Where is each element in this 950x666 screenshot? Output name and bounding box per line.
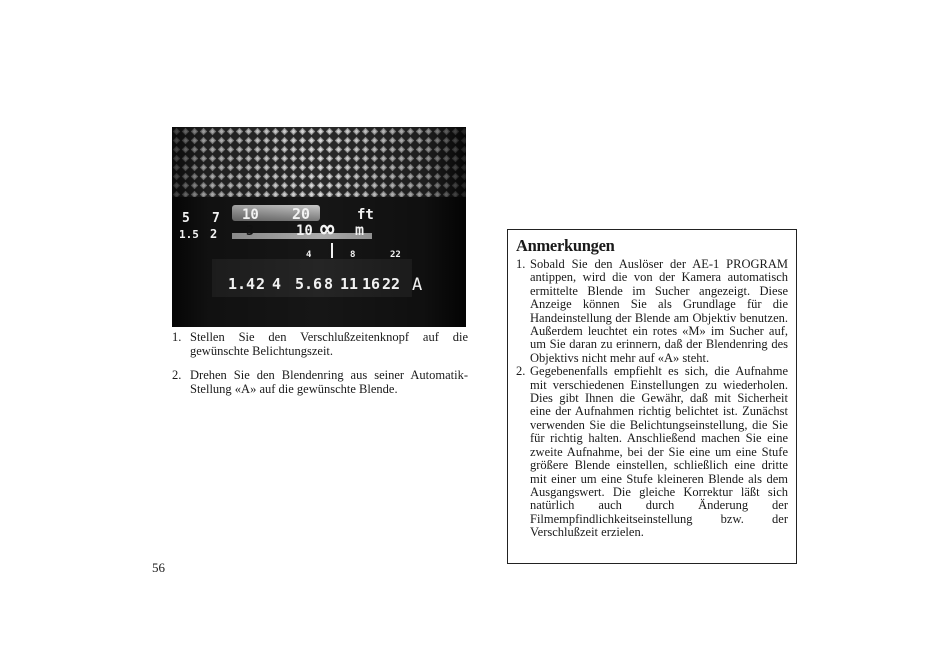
step-text: Drehen Sie den Blendenring aus seiner Automatik-Stellung «A» auf die gewünschte Blende. [190, 368, 468, 396]
step-number: 1. [172, 330, 182, 344]
scale-feet-5: 5 [182, 211, 190, 226]
scale-feet-7: 7 [212, 211, 220, 226]
note-text: Gegebenenfalls empfiehlt es sich, die Aufnahme mit verschiedenen Einstellungen zu wiederholen. Dies gibt Ihnen die Gewähr, daß mit Sicherheit eine der Aufnahmen richtig belichtet ist. Zunächst verwenden Sie die Belichtungseinstellung, die Sie für richtig halten. Anschließend machen Sie eine zweite Aufnahme, bei der Sie eine um eine Stufe größere Blende einstellen, schließlich eine dritte mit einer um eine Stufe kleineren Blende als dem Ausgangswert. Die gleiche Korrektur läßt sich natürlich auch durch Änderung der Filmempfindlichkeitseinstellung bzw. der Verschlußzeit erzielen. [530, 364, 788, 540]
note-2 [516, 365, 788, 539]
note-number: 2. [516, 364, 526, 379]
scale-feet-unit: ft [357, 207, 374, 223]
aperture-2: 2 [256, 275, 266, 293]
aperture-4: 4 [272, 275, 282, 293]
scale-m-unit: m [355, 221, 365, 239]
scale-m-2: 2 [210, 227, 218, 241]
step-1 [172, 330, 468, 358]
step-number: 2. [172, 368, 182, 382]
notes-title: Anmerkungen [516, 236, 615, 255]
note-1 [516, 258, 788, 365]
note-text: Sobald Sie den Auslöser der AE-1 PROGRAM antippen, wird die von der Kamera automatisch ermittelte Blende im Sucher angezeigt. Diese Anzeige können Sie als Grundlage für die Handeinstellung der Blende am Objektiv benutzen. Außerdem leuchtet ein rotes «M» im Sucher auf, um Sie daran zu erinnern, daß der Blendenring des Objektivs nicht mehr auf «A» steht. [530, 257, 788, 365]
scale-m-10: 10 [296, 223, 313, 239]
aperture-1.4: 1.4 [228, 275, 256, 293]
aperture-5.6: 5.6 [295, 275, 323, 293]
aperture-8: 8 [324, 275, 334, 293]
aperture-11: 11 [340, 275, 359, 293]
dof-mark-4: 4 [306, 250, 312, 260]
notes-box [507, 229, 797, 564]
aperture-16: 16 [362, 275, 381, 293]
dof-mark-8: 8 [350, 250, 356, 260]
infinity-mark: ∞ [320, 215, 335, 243]
page-number: 56 [152, 560, 165, 575]
aperture-22: 22 [382, 275, 401, 293]
dof-mark-22: 22 [390, 250, 401, 260]
lens-photo [172, 127, 466, 327]
scale-feet-20: 20 [292, 205, 311, 223]
scale-m-3: 3 [246, 224, 254, 239]
instruction-steps [172, 330, 468, 406]
step-text: Stellen Sie den Verschlußzeitenknopf auf die gewünschte Belichtungszeit. [190, 330, 468, 358]
aperture-auto-A: A [412, 275, 423, 295]
note-number: 1. [516, 257, 526, 271]
step-2 [172, 368, 468, 396]
scale-m-1.5: 1.5 [179, 228, 199, 241]
scale-feet-10: 10 [242, 207, 259, 223]
